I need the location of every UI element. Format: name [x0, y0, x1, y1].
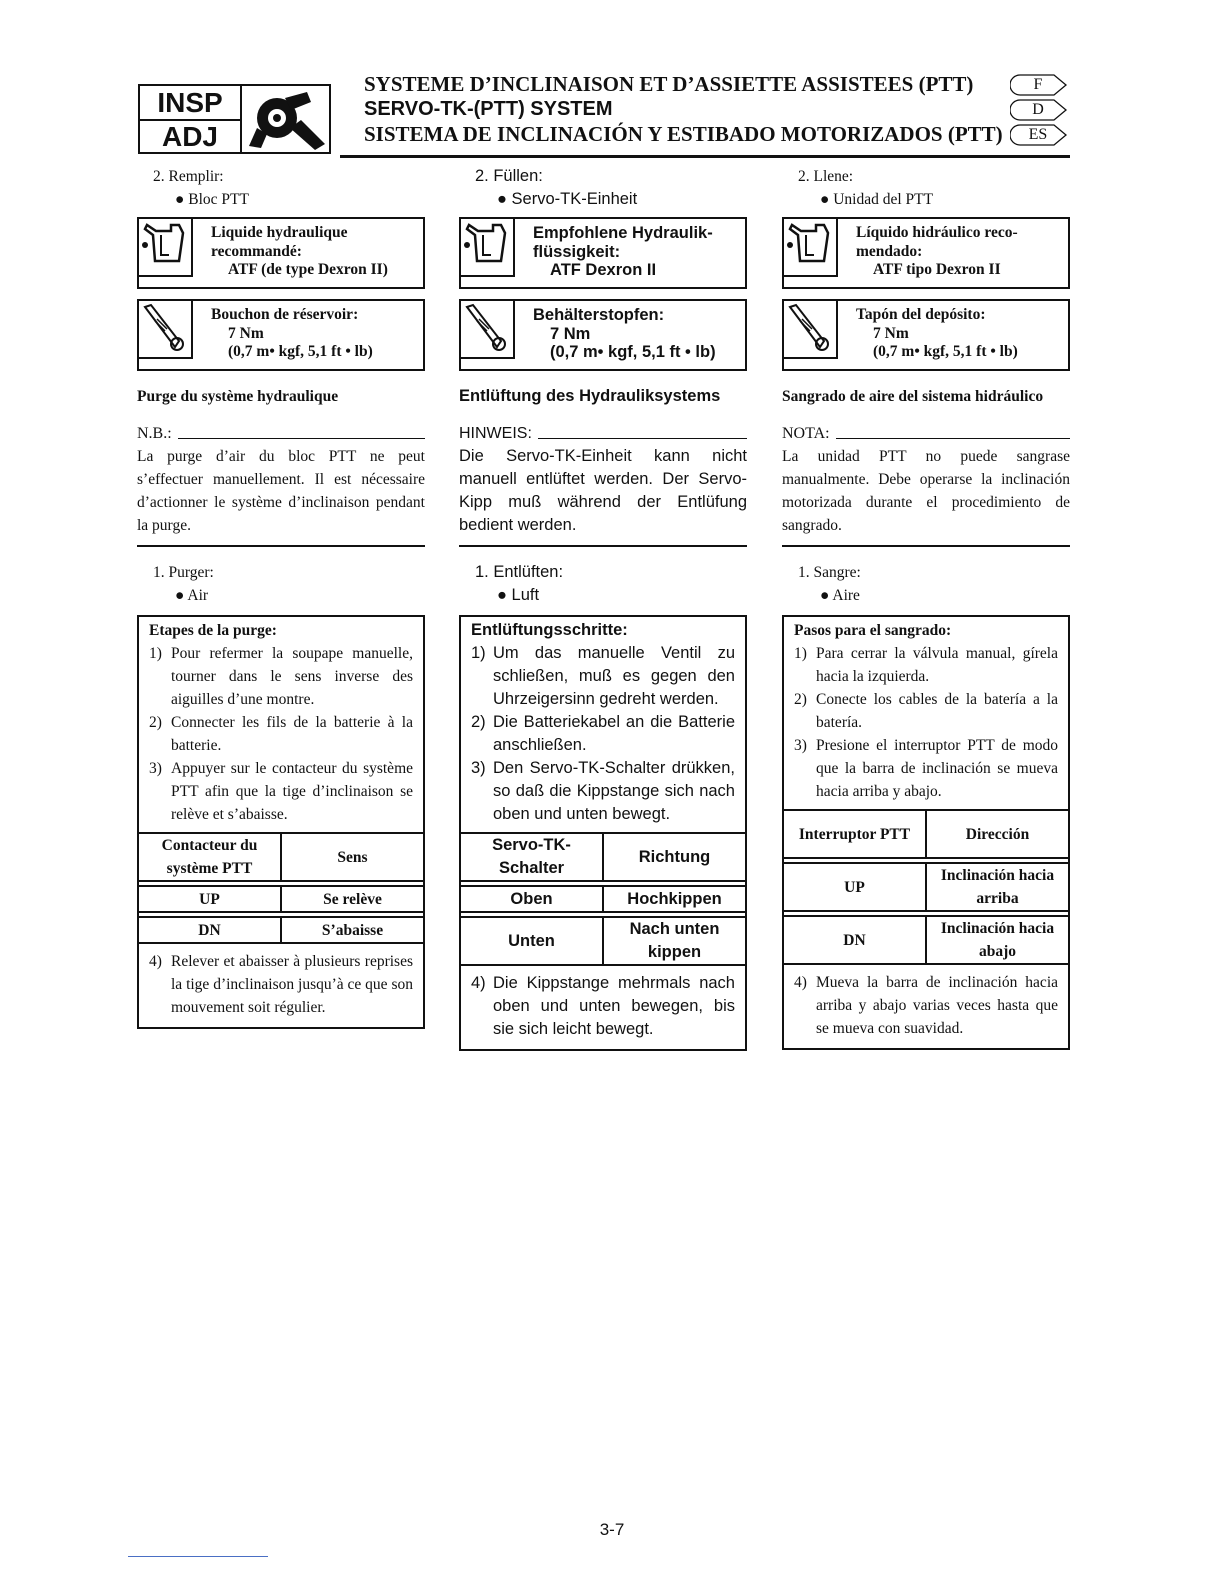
oil-can-icon	[784, 219, 834, 273]
procedure-item: 3) Den Servo-TK-Schalter drükken, so daß die Kippstange sich nach oben und unten bewegt.	[471, 759, 735, 823]
torque-spec-box	[782, 299, 1070, 371]
section-heading: Purge du système hydraulique	[137, 388, 339, 405]
table-cell: DN	[784, 916, 926, 964]
fluid-label-2: mendado:	[856, 242, 923, 260]
note-label: HINWEIS:	[459, 425, 532, 442]
switch-table	[461, 832, 745, 966]
torque-spec-box	[459, 299, 747, 371]
switch-table	[784, 809, 1068, 965]
note-body: La unidad PTT no puede sangrase manualmente. Debe operarse la inclinación motorizada durante el procedimiento de sangrado.	[782, 448, 1070, 534]
torque-conversion: (0,7 m• kgf, 5,1 ft • lb)	[873, 343, 1018, 360]
table-cell: UP	[784, 863, 926, 911]
fluid-label-2: recommandé:	[211, 242, 302, 260]
fluid-label-1: Liquide hydraulique	[211, 224, 348, 241]
torque-wrench-icon	[461, 301, 511, 355]
procedure-item: 2) Die Batteriekabel an die Batterie anschließen.	[471, 713, 735, 754]
column-fr	[137, 165, 425, 1029]
section-logo	[138, 84, 331, 154]
procedure-item: 1) Para cerrar la válvula manual, gírela hacia la izquierda.	[794, 645, 1058, 685]
section-heading: Sangrado de aire del sistema hidráulico	[782, 388, 1044, 405]
torque-value: 7 Nm	[228, 324, 264, 342]
table-header: Servo-TK-Schalter	[461, 833, 603, 881]
lang-tag-de	[1010, 99, 1068, 121]
note-label: NOTA:	[782, 425, 830, 442]
table-header: Richtung	[603, 833, 745, 881]
table-cell: Se relève	[281, 886, 423, 912]
header-rule	[340, 155, 1070, 158]
bleed-bullet: ● Luft	[497, 586, 540, 604]
fluid-label-1: Empfohlene Hydraulik-	[533, 224, 713, 242]
logo-insp: INSP	[140, 86, 240, 121]
table-cell: S’abaisse	[281, 917, 423, 943]
table-cell: Inclinación hacia arriba	[926, 863, 1068, 911]
note-block	[782, 422, 1070, 547]
procedure-item: 4) Relever et abaisser à plusieurs reprises la tige d’inclinaison jusqu’à ce que son mouvement soit régulier.	[149, 953, 413, 1016]
torque-conversion: (0,7 m• kgf, 5,1 ft • lb)	[228, 343, 373, 360]
fluid-spec-box	[137, 217, 425, 289]
procedure-box	[782, 615, 1070, 1050]
torque-label: Bouchon de réservoir:	[211, 306, 359, 323]
torque-label: Tapón del depósito:	[856, 306, 986, 323]
switch-table	[139, 832, 423, 944]
torque-wrench-icon	[784, 301, 834, 355]
table-cell: UP	[139, 886, 281, 912]
fluid-spec-box	[459, 217, 747, 289]
oil-can-icon	[139, 219, 189, 273]
torque-spec-box	[137, 299, 425, 371]
fluid-label-2: flüssigkeit:	[533, 242, 621, 261]
table-cell: Nach unten kippen	[603, 917, 745, 965]
title-de: SERVO-TK-(PTT) SYSTEM	[364, 98, 613, 120]
torque-conversion: (0,7 m• kgf, 5,1 ft • lb)	[550, 343, 716, 361]
fill-bullet: ● Unidad del PTT	[820, 191, 934, 208]
fluid-label-1: Líquido hidráulico reco-	[856, 224, 1018, 241]
lang-fr-label: F	[1033, 76, 1043, 93]
section-heading: Entlüftung des Hydrauliksystems	[459, 387, 721, 405]
procedure-item: 3) Presione el interruptor PTT de modo que la barra de inclinación se mueva hacia arriba y abajo.	[794, 737, 1058, 800]
bleed-step: 1. Sangre:	[798, 564, 861, 581]
procedure-item: 4) Mueva la barra de inclinación hacia arriba y abajo varias veces hasta que se mueva con suavidad.	[794, 974, 1058, 1037]
table-header: Interruptor PTT	[784, 810, 926, 858]
logo-adj: ADJ	[161, 121, 218, 152]
procedure-box	[137, 615, 425, 1029]
procedure-box	[459, 615, 747, 1051]
table-cell: Unten	[461, 917, 603, 965]
table-cell: Hochkippen	[603, 886, 745, 912]
bleed-bullet: ● Aire	[820, 587, 860, 604]
table-cell: Oben	[461, 886, 603, 912]
table-cell: DN	[139, 917, 281, 943]
language-tags	[1010, 74, 1068, 149]
procedure-heading: Entlüftungsschritte:	[471, 621, 628, 639]
lang-de-label: D	[1032, 101, 1044, 118]
title-fr: SYSTEME D’INCLINAISON ET D’ASSIETTE ASSISTEES (PTT)	[364, 72, 974, 96]
procedure-item: 1) Pour refermer la soupape manuelle, tourner dans le sens inverse des aiguilles d’une montre.	[149, 645, 413, 708]
procedure-heading: Etapes de la purge:	[149, 622, 277, 639]
procedure-item: 2) Conecte los cables de la batería a la batería.	[794, 691, 1058, 731]
table-header: Dirección	[926, 810, 1068, 858]
procedure-item: 1) Um das manuelle Ventil zu schließen, muß es gegen den Uhrzeigersinn gedreht werden.	[471, 644, 735, 708]
lang-tag-fr	[1010, 74, 1068, 96]
column-es	[782, 165, 1070, 1050]
procedure-heading: Pasos para el sangrado:	[794, 622, 952, 639]
footer-line	[128, 1556, 268, 1557]
fill-step: 2. Llene:	[798, 168, 854, 185]
fill-bullet: ● Bloc PTT	[175, 191, 249, 208]
bleed-step: 1. Purger:	[153, 564, 214, 581]
procedure-item: 4) Die Kippstange mehrmals nach oben und unten bewegen, bis sie sich leicht bewegt.	[471, 974, 735, 1038]
wrench-gear-icon	[245, 88, 327, 152]
procedure-item: 2) Connecter les fils de la batterie à la batterie.	[149, 714, 413, 754]
fluid-value: ATF Dexron II	[550, 261, 657, 279]
torque-wrench-icon	[139, 301, 189, 355]
torque-value: 7 Nm	[550, 324, 591, 343]
fill-step: 2. Füllen:	[475, 167, 543, 185]
page-title-block	[364, 72, 1003, 147]
note-block	[459, 422, 747, 547]
page-number: 3-7	[599, 1520, 625, 1539]
fluid-value: ATF tipo Dexron II	[873, 261, 1001, 278]
title-es: SISTEMA DE INCLINACIÓN Y ESTIBADO MOTORIZADOS (PTT)	[364, 122, 1003, 146]
bleed-bullet: ● Air	[175, 587, 209, 604]
lang-tag-es	[1010, 124, 1068, 146]
torque-value: 7 Nm	[873, 324, 909, 342]
fluid-value: ATF (de type Dexron II)	[228, 261, 388, 278]
fill-step: 2. Remplir:	[153, 168, 224, 185]
column-de	[459, 165, 747, 1051]
oil-can-icon	[461, 219, 511, 273]
note-block	[137, 422, 425, 547]
table-header: Sens	[281, 833, 423, 881]
lang-es-label: ES	[1028, 126, 1048, 143]
note-body: La purge d’air du bloc PTT ne peut s’effectuer manuellement. Il est nécessaire d’actionner le système d’inclinaison pendant la purge.	[137, 448, 425, 534]
bleed-step: 1. Entlüften:	[475, 563, 564, 581]
table-header: Contacteur du système PTT	[139, 833, 281, 881]
fill-bullet: ● Servo-TK-Einheit	[497, 190, 638, 208]
torque-label: Behälterstopfen:	[533, 306, 665, 324]
note-body: Die Servo-TK-Einheit kann nicht manuell entlüftet werden. Der Servo-Kipp muß während der Entlüfung bedient werden.	[459, 447, 747, 534]
procedure-item: 3) Appuyer sur le contacteur du système PTT afin que la tige d’inclinaison se relève et s’abaisse.	[149, 760, 413, 823]
table-cell: Inclinación hacia abajo	[926, 916, 1068, 964]
note-label: N.B.:	[137, 425, 172, 442]
fluid-spec-box	[782, 217, 1070, 289]
